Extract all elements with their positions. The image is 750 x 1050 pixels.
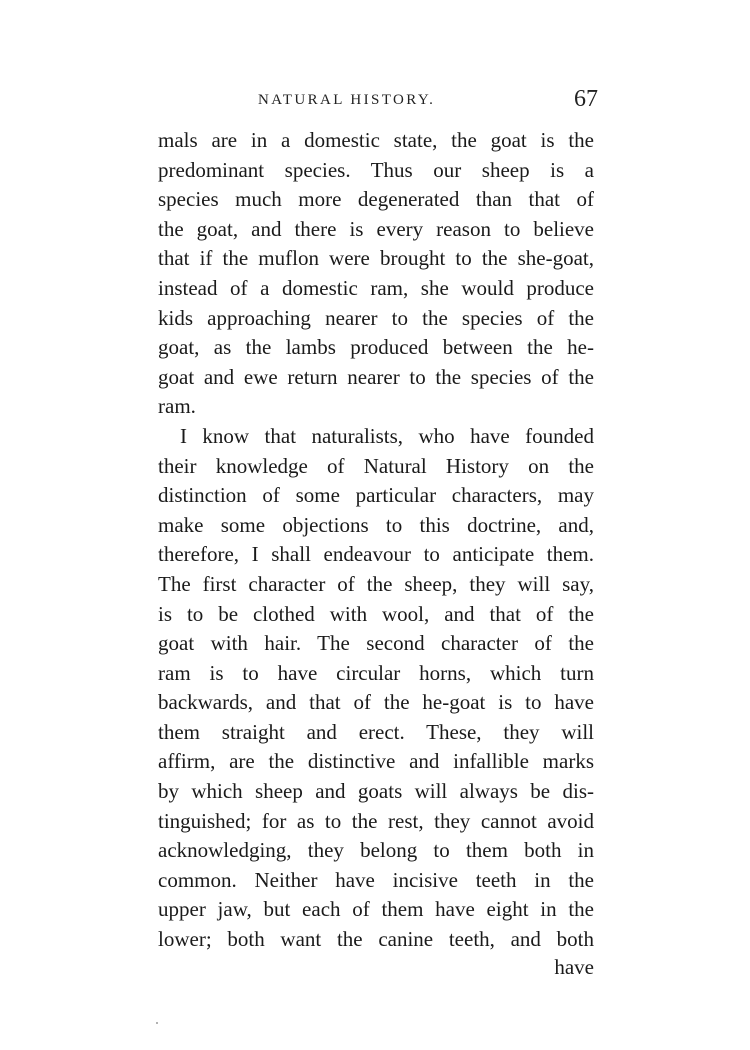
page-number: 67	[574, 86, 598, 112]
running-head	[258, 86, 598, 116]
text-line: common. Neither have incisive teeth in the	[158, 867, 594, 892]
running-title: NATURAL HISTORY.	[258, 92, 436, 108]
body-text	[158, 126, 594, 984]
text-line: The first character of the sheep, they will say,	[158, 571, 594, 596]
text-line: affirm, are the distinctive and infallible marks	[158, 749, 594, 774]
paper-speck	[156, 1022, 158, 1024]
text-line: instead of a domestic ram, she would produce	[158, 275, 594, 300]
text-line: kids approaching nearer to the species of the	[158, 305, 594, 330]
text-line: goat, as the lambs produced between the he-	[158, 335, 594, 360]
text-line: them straight and erect. These, they will	[158, 719, 594, 744]
text-line: I know that naturalists, who have founded	[180, 423, 594, 448]
text-line: therefore, I shall endeavour to anticipate them.	[158, 542, 594, 567]
text-line: mals are in a domestic state, the goat is the	[158, 128, 594, 152]
text-line: the goat, and there is every reason to believe	[158, 216, 594, 241]
text-line: species much more degenerated than that of	[158, 187, 594, 212]
text-line: make some objections to this doctrine, and,	[158, 512, 594, 537]
text-line: ram.	[158, 394, 196, 419]
text-line: is to be clothed with wool, and that of the	[158, 601, 594, 626]
text-line: lower; both want the canine teeth, and both	[158, 927, 594, 952]
text-line: acknowledging, they belong to them both in	[158, 838, 594, 863]
catchword-row	[158, 955, 594, 985]
text-line: predominant species. Thus our sheep is a	[158, 157, 594, 182]
text-line: goat and ewe return nearer to the species of the	[158, 364, 594, 389]
text-line: by which sheep and goats will always be dis-	[158, 779, 594, 804]
text-line: their knowledge of Natural History on the	[158, 453, 594, 478]
text-line: goat with hair. The second character of the	[158, 631, 594, 656]
text-line: that if the muflon were brought to the she-goat,	[158, 246, 594, 271]
text-line: ram is to have circular horns, which turn	[158, 660, 594, 685]
catchword: have	[554, 954, 594, 979]
text-line: tinguished; for as to the rest, they cannot avoid	[158, 808, 594, 833]
text-line: distinction of some particular characters, may	[158, 483, 594, 508]
text-line: backwards, and that of the he-goat is to have	[158, 690, 594, 715]
text-line: upper jaw, but each of them have eight in the	[158, 897, 594, 922]
